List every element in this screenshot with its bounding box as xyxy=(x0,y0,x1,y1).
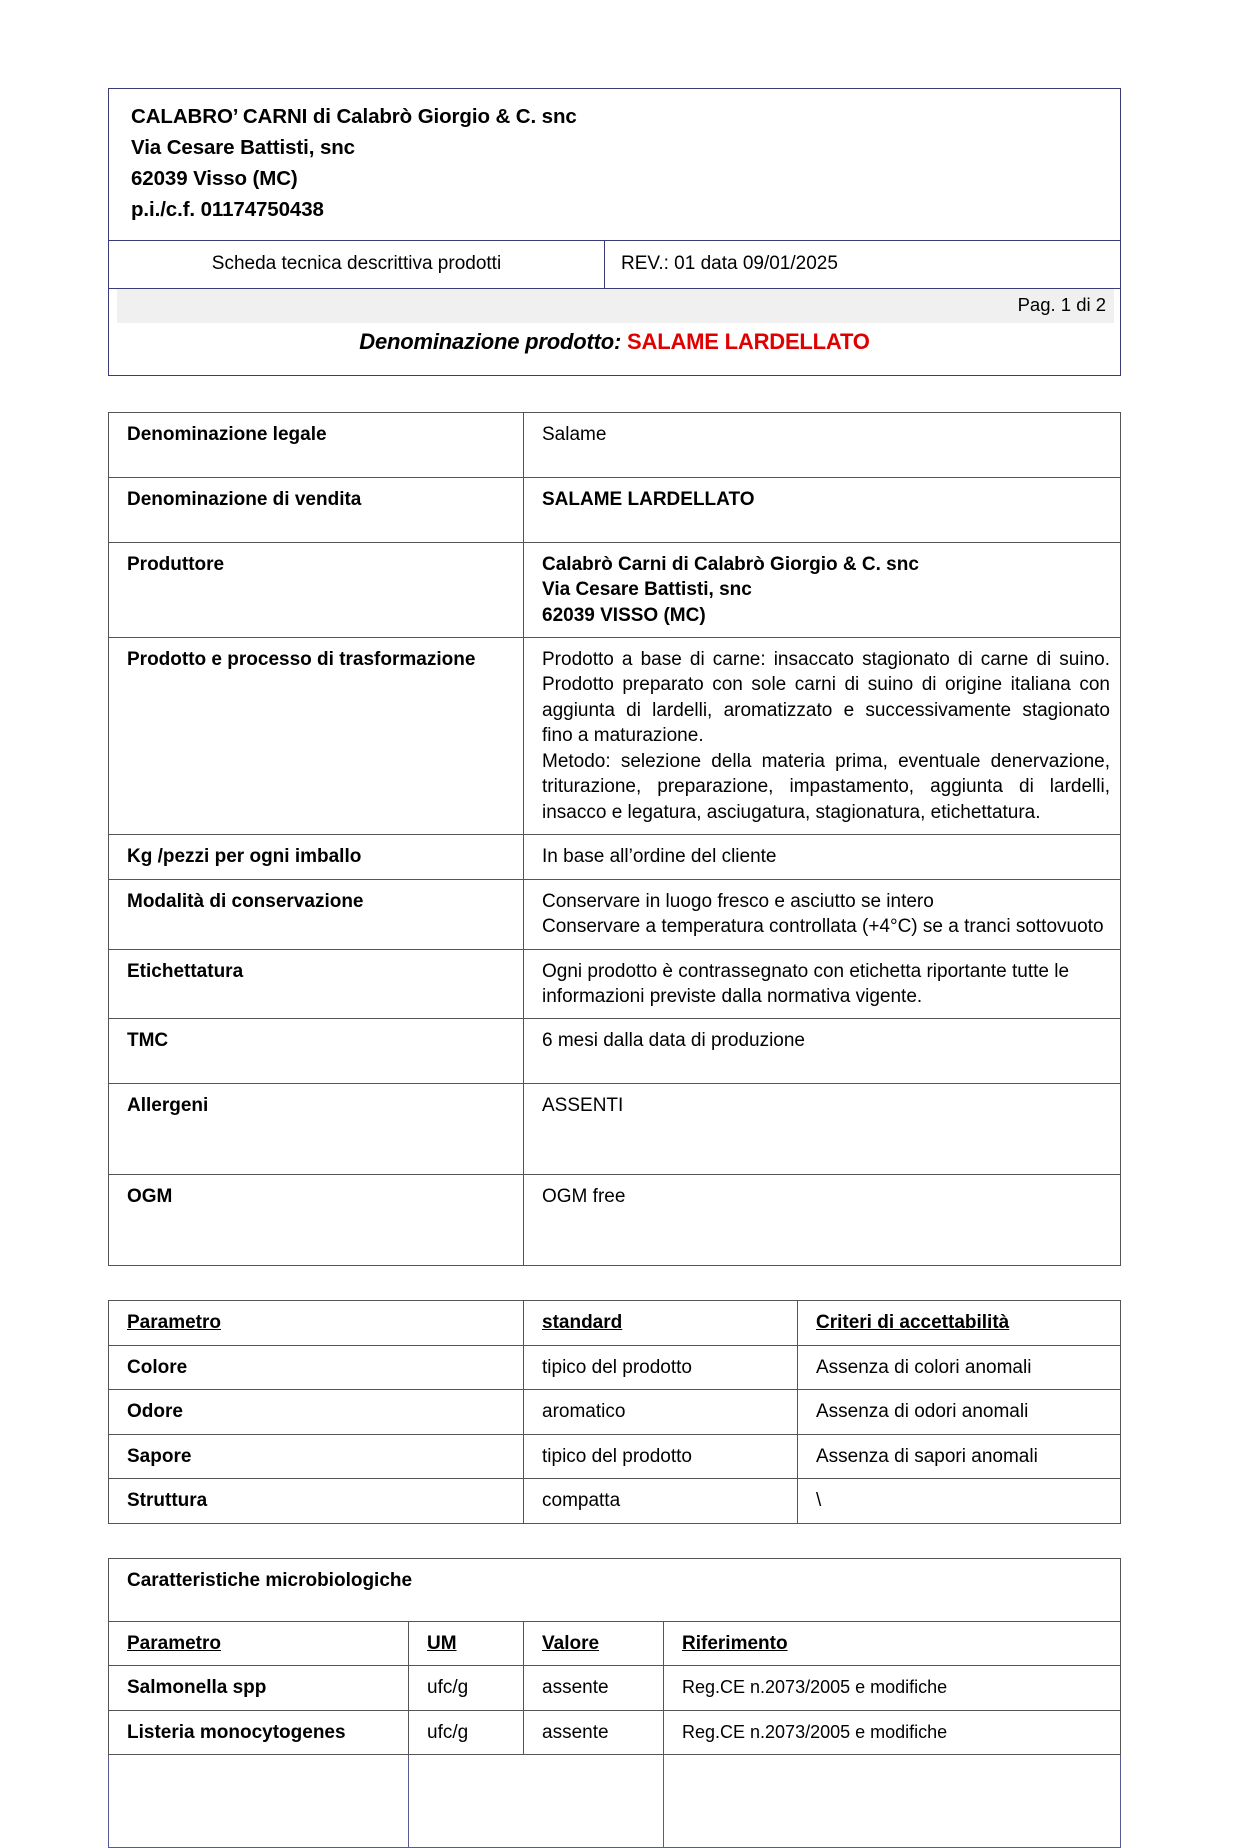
row-value: assente xyxy=(524,1666,664,1710)
row-label: Produttore xyxy=(109,542,524,637)
row-value: tipico del prodotto xyxy=(524,1345,798,1389)
table-row xyxy=(109,1084,1121,1175)
spacer xyxy=(114,376,1127,412)
row-value: 6 mesi dalla data di produzione xyxy=(524,1019,1121,1084)
company-street: Via Cesare Battisti, snc xyxy=(131,136,355,160)
row-label: Salmonella spp xyxy=(109,1666,409,1710)
row-value: Conservare in luogo fresco e asciutto se intero Conservare a temperatura controllata (+4°C) se a tranci sottovuoto xyxy=(524,879,1121,949)
table-row xyxy=(109,542,1121,637)
column-header: Criteri di accettabilità xyxy=(798,1301,1121,1345)
sensory-parameters-table xyxy=(108,1300,1121,1523)
product-specification-table xyxy=(108,412,1121,1267)
table-title-row xyxy=(109,1558,1121,1621)
row-label: Struttura xyxy=(109,1479,524,1523)
table-row xyxy=(109,1345,1121,1389)
company-name: CALABRO’ CARNI di Calabrò Giorgio & C. snc xyxy=(131,105,577,128)
row-value: ASSENTI xyxy=(524,1084,1121,1175)
document-revision: REV.: 01 data 09/01/2025 xyxy=(605,240,1121,288)
row-value: OGM free xyxy=(524,1175,1121,1266)
header-meta-row xyxy=(109,240,1121,288)
row-value: Ogni prodotto è contrassegnato con etichetta riportante tutte le informazioni previste dalla normativa vigente. xyxy=(524,949,1121,1019)
table-header-row xyxy=(109,1301,1121,1345)
company-city: 62039 Visso (MC) xyxy=(131,167,298,191)
product-title xyxy=(109,323,1120,375)
header-title-row xyxy=(109,288,1121,375)
row-value: tipico del prodotto xyxy=(524,1434,798,1478)
row-value: compatta xyxy=(524,1479,798,1523)
table-row xyxy=(109,1434,1121,1478)
row-label: Sapore xyxy=(109,1434,524,1478)
column-header: Parametro xyxy=(109,1621,409,1665)
row-label: Odore xyxy=(109,1390,524,1434)
document-header-table xyxy=(108,88,1121,376)
header-company-row xyxy=(109,89,1121,241)
row-value: ufc/g xyxy=(409,1710,524,1754)
table-row xyxy=(109,637,1121,834)
table-row xyxy=(109,1710,1121,1754)
row-label: Kg /pezzi per ogni imballo xyxy=(109,835,524,879)
micro-table-title: Caratteristiche microbiologiche xyxy=(109,1558,1121,1621)
row-label: Denominazione di vendita xyxy=(109,477,524,542)
row-label: TMC xyxy=(109,1019,524,1084)
empty-cell xyxy=(109,1755,409,1848)
row-value: Salame xyxy=(524,412,1121,477)
row-label: Allergeni xyxy=(109,1084,524,1175)
spacer xyxy=(114,1524,1127,1558)
company-block xyxy=(109,89,1121,241)
document-type: Scheda tecnica descrittiva prodotti xyxy=(109,240,605,288)
page-number-band xyxy=(117,289,1114,323)
row-label: Prodotto e processo di trasformazione xyxy=(109,637,524,834)
row-value: Assenza di sapori anomali xyxy=(798,1434,1121,1478)
row-value: assente xyxy=(524,1710,664,1754)
column-header: UM xyxy=(409,1621,524,1665)
product-title-value: SALAME LARDELLATO xyxy=(627,328,870,354)
row-label: OGM xyxy=(109,1175,524,1266)
row-value: Reg.CE n.2073/2005 e modifiche xyxy=(664,1710,1121,1754)
row-value: Prodotto a base di carne: insaccato stagionato di carne di suino. Prodotto preparato con sole carni di suino di origine italiana con aggiunta di lardelli, aromatizzato e successivamente stagionato fino a maturazione. Metodo: selezione della materia prima, eventuale denervazione, triturazione, preparazione, impastamento, aggiunta di lardelli, insacco e legatura, asciugatura, stagionatura, etichettatura. xyxy=(524,637,1121,834)
row-value: Assenza di colori anomali xyxy=(798,1345,1121,1389)
row-value: \ xyxy=(798,1479,1121,1523)
table-row xyxy=(109,949,1121,1019)
row-label: Denominazione legale xyxy=(109,412,524,477)
row-value: Reg.CE n.2073/2005 e modifiche xyxy=(664,1666,1121,1710)
row-value: Calabrò Carni di Calabrò Giorgio & C. snc Via Cesare Battisti, snc 62039 VISSO (MC) xyxy=(524,542,1121,637)
empty-cell xyxy=(664,1755,1121,1848)
column-header: standard xyxy=(524,1301,798,1345)
row-label: Listeria monocytogenes xyxy=(109,1710,409,1754)
table-row xyxy=(109,1666,1121,1710)
table-row xyxy=(109,412,1121,477)
row-value: SALAME LARDELLATO xyxy=(524,477,1121,542)
page-number: Pag. 1 di 2 xyxy=(1017,293,1107,315)
empty-table-row xyxy=(109,1755,1121,1848)
table-row xyxy=(109,835,1121,879)
product-title-label: Denominazione prodotto: xyxy=(359,328,622,354)
column-header: Valore xyxy=(524,1621,664,1665)
row-value: Assenza di odori anomali xyxy=(798,1390,1121,1434)
title-cell xyxy=(109,288,1121,375)
table-row xyxy=(109,879,1121,949)
row-label: Modalità di conservazione xyxy=(109,879,524,949)
table-row xyxy=(109,477,1121,542)
table-row xyxy=(109,1390,1121,1434)
row-value: In base all’ordine del cliente xyxy=(524,835,1121,879)
table-row xyxy=(109,1479,1121,1523)
spacer xyxy=(114,1266,1127,1300)
row-label: Colore xyxy=(109,1345,524,1389)
table-header-row xyxy=(109,1621,1121,1665)
column-header: Parametro xyxy=(109,1301,524,1345)
row-label: Etichettatura xyxy=(109,949,524,1019)
row-value: ufc/g xyxy=(409,1666,524,1710)
microbiological-table xyxy=(108,1558,1121,1848)
empty-cell xyxy=(409,1755,664,1848)
table-row xyxy=(109,1019,1121,1084)
column-header: Riferimento xyxy=(664,1621,1121,1665)
table-row xyxy=(109,1175,1121,1266)
company-vat: p.i./c.f. 01174750438 xyxy=(131,198,324,222)
row-value: aromatico xyxy=(524,1390,798,1434)
